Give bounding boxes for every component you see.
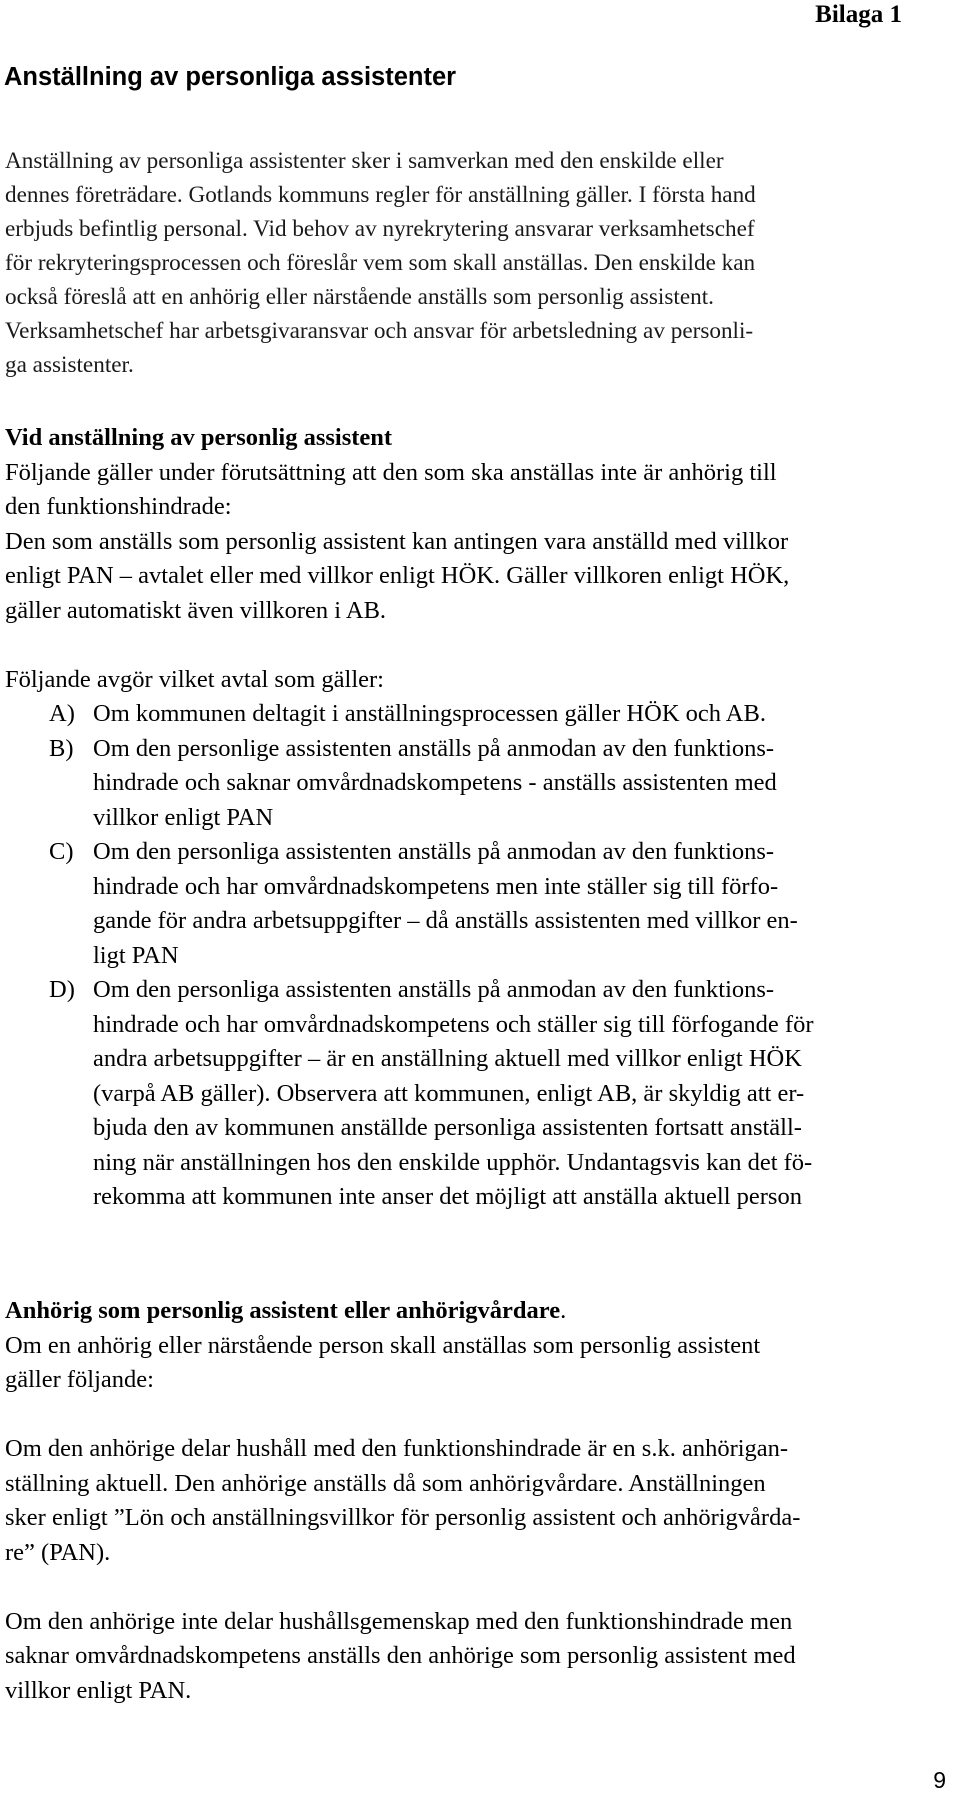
spacer (5, 628, 814, 663)
list-item-c (5, 835, 814, 973)
intro-line: Anställning av personliga assistenter sker i samverkan med den enskilde eller (5, 148, 724, 174)
list-item-continuation: ligt PAN (93, 941, 179, 969)
intro-line: också föreslå att en anhörig eller närstående anställs som personlig assistent. (5, 284, 714, 310)
section-line: den funktionshindrade: (5, 493, 232, 520)
list-intro: Följande avgör vilket avtal som gäller: (5, 665, 384, 693)
list-item-text: Om den personliga assistenten anställs på anmodan av den funktions- (93, 838, 775, 865)
section-heading: Vid anställning av personlig assistent (5, 424, 393, 451)
spacer (5, 1570, 800, 1605)
page-number: 9 (933, 1767, 946, 1793)
section-line: Om den anhörige delar hushåll med den funktionshindrade är en s.k. anhörigan- (5, 1435, 789, 1462)
list-item-text: Om den personlige assistenten anställs på anmodan av den funktions- (93, 734, 775, 762)
list-item-b (5, 732, 814, 836)
list-item-continuation: hindrade och har omvårdnadskompetens men inte ställer sig till förfo- (93, 872, 779, 900)
list-item-label: B) (49, 734, 74, 762)
annex-label: Bilaga 1 (815, 1, 902, 28)
section-line: gäller följande: (5, 1366, 154, 1393)
section-line: enligt PAN – avtalet eller med villkor enligt HÖK. Gäller villkoren enligt HÖK, (5, 562, 790, 589)
section-heading: Anhörig som personlig assistent eller anhörigvårdare (5, 1297, 561, 1324)
list-item-text: Om kommunen deltagit i anställningsprocessen gäller HÖK och AB. (93, 700, 766, 727)
list-item-continuation: ning när anställningen hos den enskilde upphör. Undantagsvis kan det fö- (93, 1148, 813, 1176)
page-title: Anställning av personliga assistenter (4, 63, 457, 91)
list-item-continuation: rekomma att kommunen inte anser det möjligt att anställa aktuell person (93, 1183, 802, 1210)
section-line: gäller automatiskt även villkoren i AB. (5, 596, 387, 624)
intro-line: ga assistenter. (5, 352, 134, 378)
intro-line: för rekryteringsprocessen och föreslår vem som skall anställas. Den enskilde kan (5, 250, 756, 276)
section-line: sker enligt ”Lön och anställningsvillkor för personlig assistent och anhörigvårda- (5, 1504, 801, 1531)
section-line: ställning aktuell. Den anhörige anställs då som anhörigvårdare. Anställningen (5, 1469, 766, 1497)
list-item-continuation: (varpå AB gäller). Observera att kommunen, enligt AB, är skyldig att er- (93, 1079, 805, 1107)
list-item-label: D) (49, 976, 75, 1003)
list-item-d (5, 973, 814, 1215)
list-item-continuation: hindrade och har omvårdnadskompetens och ställer sig till förfogande för (93, 1010, 814, 1038)
spacer (5, 1398, 800, 1433)
section-line: Om en anhörig eller närstående person skall anställas som personlig assistent (5, 1331, 761, 1359)
list-item-continuation: gande för andra arbetsuppgifter – då anställs assistenten med villkor en- (93, 907, 798, 934)
section-line: saknar omvårdnadskompetens anställs den anhörige som personlig assistent med (5, 1642, 796, 1669)
section-line: Den som anställs som personlig assistent kan antingen vara anställd med villkor (5, 527, 789, 555)
list-item-continuation: hindrade och saknar omvårdnadskompetens - anställs assistenten med (93, 769, 777, 796)
section-relative (5, 1294, 800, 1708)
list-item-continuation: bjuda den av kommunen anställde personliga assistenten fortsatt anställ- (93, 1114, 802, 1141)
list-item-label: C) (49, 838, 74, 865)
intro-line: erbjuds befintlig personal. Vid behov av nyrekrytering ansvarar verksamhetschef (5, 216, 755, 242)
list-item-text: Om den personliga assistenten anställs på anmodan av den funktions- (93, 976, 775, 1003)
intro-line: dennes företrädare. Gotlands kommuns regler för anställning gäller. I första hand (5, 182, 756, 208)
list-item-label: A) (49, 700, 75, 727)
section-employment (5, 421, 814, 1215)
list-item-a (5, 697, 814, 732)
section-line: Följande gäller under förutsättning att den som ska anställas inte är anhörig till (5, 458, 777, 486)
section-line: Om den anhörige inte delar hushållsgemenskap med den funktionshindrade men (5, 1607, 793, 1635)
section-line: villkor enligt PAN. (5, 1676, 192, 1704)
heading-suffix: . (560, 1297, 567, 1324)
list-item-continuation: villkor enligt PAN (93, 803, 274, 831)
list-item-continuation: andra arbetsuppgifter – är en anställning aktuell med villkor enligt HÖK (93, 1045, 802, 1072)
intro-line: Verksamhetschef har arbetsgivaransvar och ansvar för arbetsledning av personli- (5, 318, 754, 344)
section-line: re” (PAN). (5, 1538, 111, 1566)
intro-paragraph (5, 144, 756, 382)
section-heading-line (5, 1294, 800, 1329)
